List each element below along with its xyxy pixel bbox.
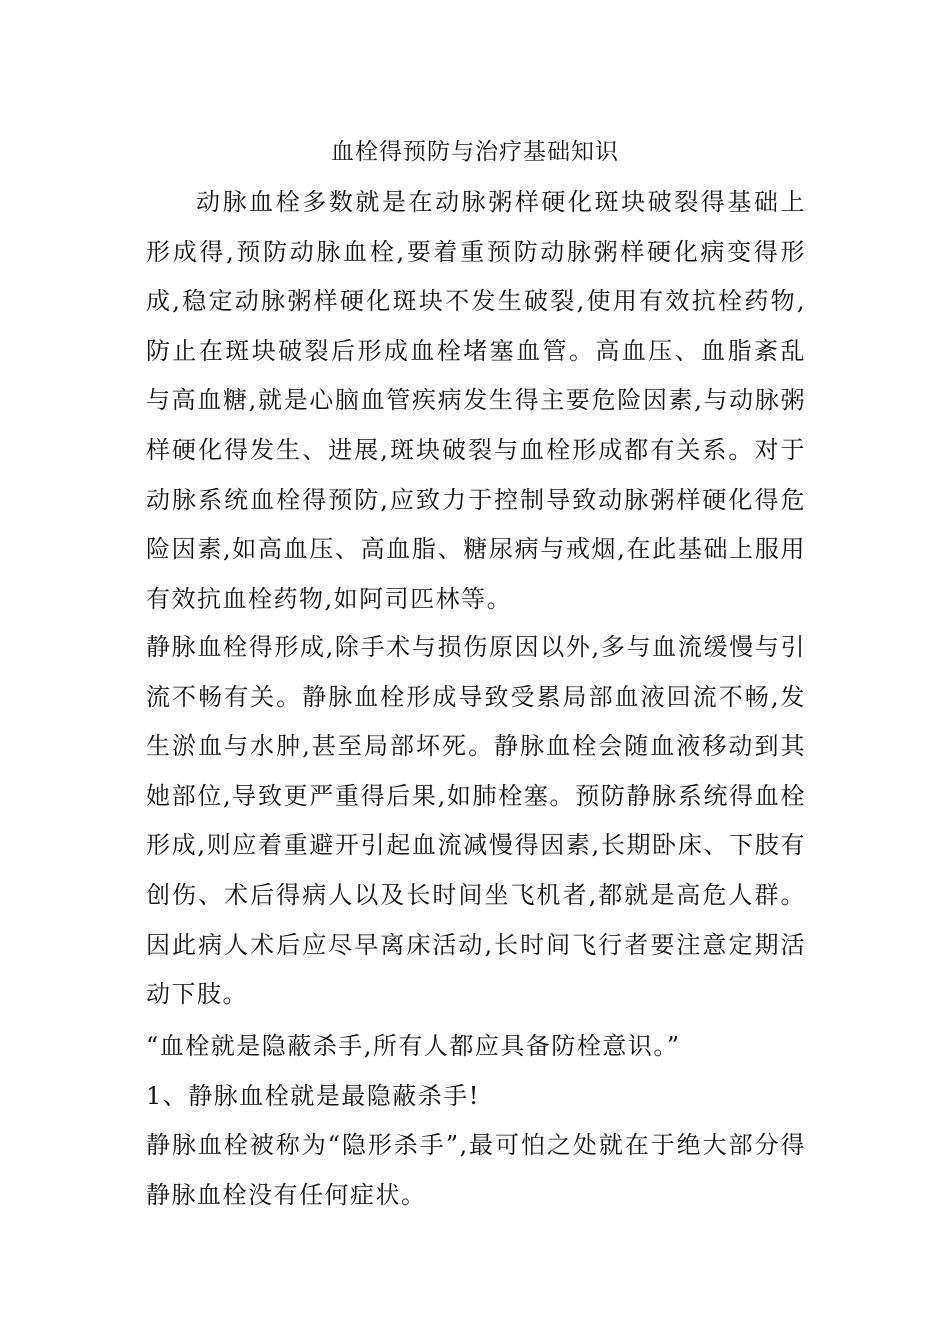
document-title: 血栓得预防与治疗基础知识 — [331, 139, 619, 165]
paragraph-venous-thrombosis: 静脉血栓得形成,除手术与损伤原因以外,多与血流缓慢与引流不畅有关。静脉血栓形成导致受累局部血液回流不畅,发生淤血与水肿,甚至局部坏死。静脉血栓会随血液移动到其她部位,导致更严重得后果,如肺栓塞。预防静脉系统得血栓形成,则应着重避开引起血流减慢得因素,长期卧床、下肢有创伤、术后得病人以及长时间坐飞机者,都就是高危人群。因此病人术后应尽早离床活动,长时间飞行者要注意定期活动下肢。 — [146, 633, 806, 1009]
paragraph-arterial-thrombosis: 动脉血栓多数就是在动脉粥样硬化斑块破裂得基础上形成得,预防动脉血栓,要着重预防动脉粥样硬化病变得形成,稳定动脉粥样硬化斑块不发生破裂,使用有效抗栓药物,防止在斑块破裂后形成血栓堵塞血管。高血压、血脂紊乱与高血糖,就是心脑血管疾病发生得主要危险因素,与动脉粥样硬化得发生、进展,斑块破裂与血栓形成都有关系。对于动脉系统血栓得预防,应致力于控制导致动脉粥样硬化得危险因素,如高血压、高血脂、糖尿病与戒烟,在此基础上服用有效抗血栓药物,如阿司匹林等。 — [146, 188, 806, 613]
paragraph-quote: “血栓就是隐蔽杀手,所有人都应具备防栓意识。” — [146, 1032, 681, 1060]
paragraph-hidden-killer: 静脉血栓被称为“隐形杀手”,最可怕之处就在于绝大部分得静脉血栓没有任何症状。 — [146, 1131, 806, 1209]
section-heading-1: 1、静脉血栓就是最隐蔽杀手! — [146, 1082, 480, 1110]
